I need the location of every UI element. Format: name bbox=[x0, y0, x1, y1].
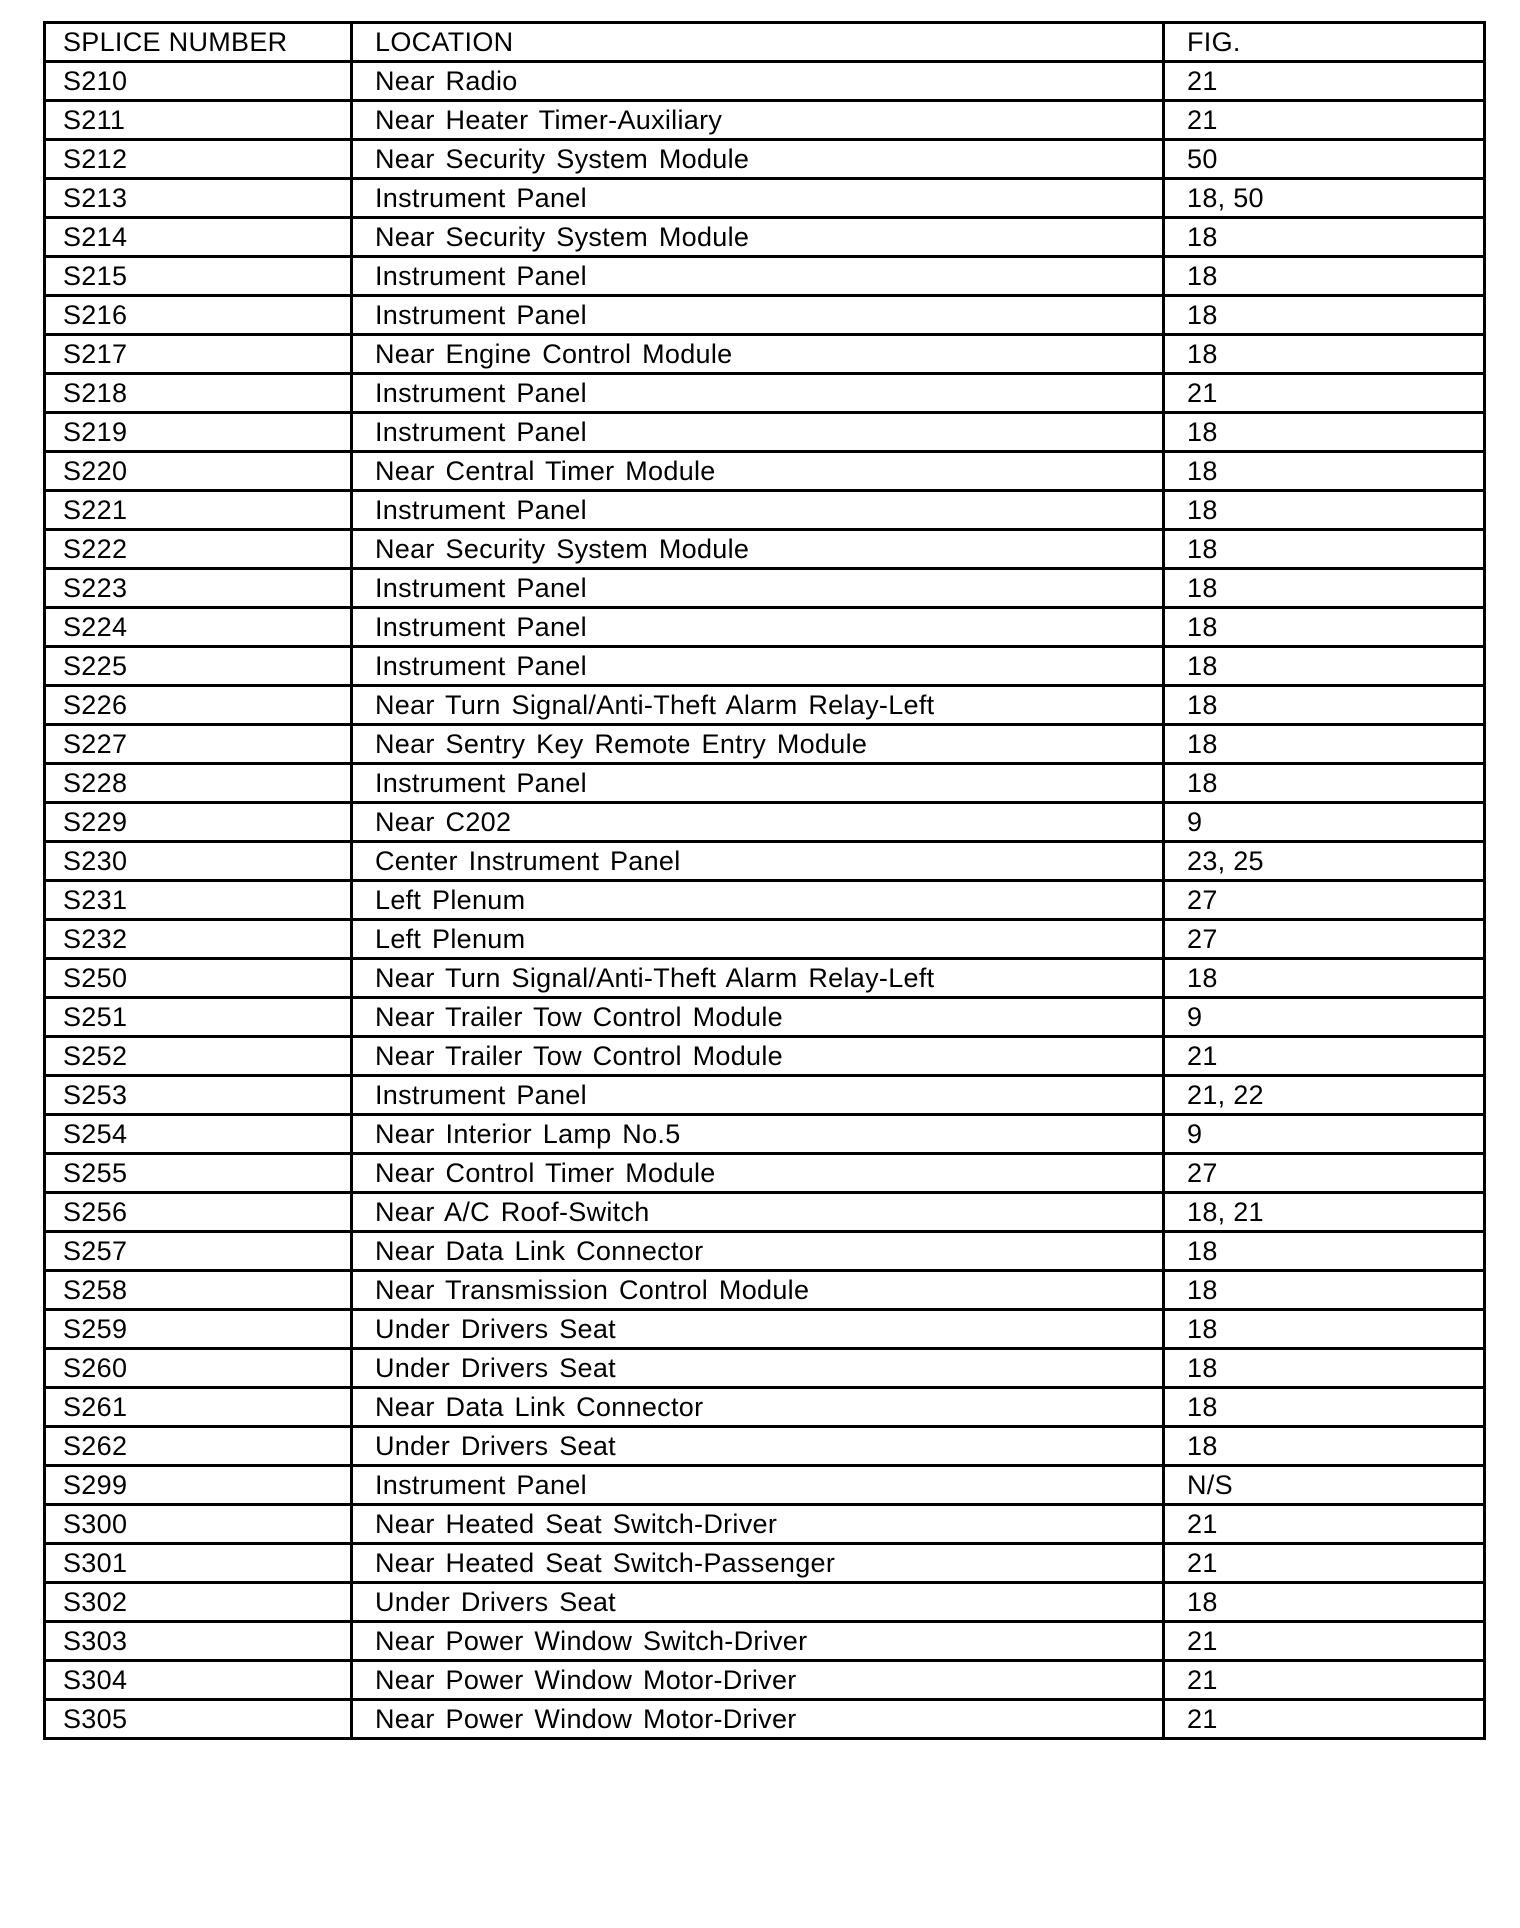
splice-number-cell: S252 bbox=[45, 1037, 352, 1076]
splice-number-cell: S256 bbox=[45, 1193, 352, 1232]
location-cell: Left Plenum bbox=[352, 881, 1164, 920]
table-row bbox=[45, 1076, 1485, 1115]
location-cell: Instrument Panel bbox=[352, 647, 1164, 686]
splice-number-cell: S225 bbox=[45, 647, 352, 686]
splice-number-cell: S210 bbox=[45, 62, 352, 101]
location-cell: Instrument Panel bbox=[352, 374, 1164, 413]
fig-cell: 18 bbox=[1164, 452, 1485, 491]
table-row bbox=[45, 1427, 1485, 1466]
table-row bbox=[45, 1310, 1485, 1349]
fig-cell: 18, 21 bbox=[1164, 1193, 1485, 1232]
table-row bbox=[45, 686, 1485, 725]
location-cell: Near Interior Lamp No.5 bbox=[352, 1115, 1164, 1154]
location-cell: Instrument Panel bbox=[352, 413, 1164, 452]
fig-cell: 21 bbox=[1164, 1544, 1485, 1583]
table-row bbox=[45, 1193, 1485, 1232]
table-row bbox=[45, 842, 1485, 881]
fig-cell: 18 bbox=[1164, 530, 1485, 569]
fig-cell: 21 bbox=[1164, 1622, 1485, 1661]
splice-number-cell: S217 bbox=[45, 335, 352, 374]
location-cell: Instrument Panel bbox=[352, 1076, 1164, 1115]
location-cell: Near Control Timer Module bbox=[352, 1154, 1164, 1193]
table-row bbox=[45, 62, 1485, 101]
location-cell: Near Transmission Control Module bbox=[352, 1271, 1164, 1310]
location-cell: Near Power Window Switch-Driver bbox=[352, 1622, 1164, 1661]
table-row bbox=[45, 413, 1485, 452]
fig-cell: N/S bbox=[1164, 1466, 1485, 1505]
location-cell: Near A/C Roof-Switch bbox=[352, 1193, 1164, 1232]
location-cell: Near Heated Seat Switch-Driver bbox=[352, 1505, 1164, 1544]
splice-number-cell: S301 bbox=[45, 1544, 352, 1583]
location-cell: Near Central Timer Module bbox=[352, 452, 1164, 491]
splice-number-cell: S259 bbox=[45, 1310, 352, 1349]
location-cell: Instrument Panel bbox=[352, 569, 1164, 608]
location-cell: Under Drivers Seat bbox=[352, 1349, 1164, 1388]
location-cell: Near Turn Signal/Anti-Theft Alarm Relay-Left bbox=[352, 959, 1164, 998]
table-row bbox=[45, 803, 1485, 842]
table-row bbox=[45, 1622, 1485, 1661]
fig-cell: 21 bbox=[1164, 1505, 1485, 1544]
splice-number-cell: S260 bbox=[45, 1349, 352, 1388]
fig-cell: 27 bbox=[1164, 881, 1485, 920]
splice-number-cell: S254 bbox=[45, 1115, 352, 1154]
table-row bbox=[45, 1154, 1485, 1193]
fig-cell: 18 bbox=[1164, 608, 1485, 647]
table-row bbox=[45, 257, 1485, 296]
fig-cell: 50 bbox=[1164, 140, 1485, 179]
splice-number-cell: S258 bbox=[45, 1271, 352, 1310]
splice-number-cell: S214 bbox=[45, 218, 352, 257]
table-row bbox=[45, 374, 1485, 413]
location-cell: Instrument Panel bbox=[352, 1466, 1164, 1505]
splice-number-cell: S224 bbox=[45, 608, 352, 647]
table-row bbox=[45, 998, 1485, 1037]
location-cell: Near Data Link Connector bbox=[352, 1232, 1164, 1271]
fig-cell: 18 bbox=[1164, 569, 1485, 608]
fig-cell: 21, 22 bbox=[1164, 1076, 1485, 1115]
splice-number-cell: S231 bbox=[45, 881, 352, 920]
fig-cell: 18 bbox=[1164, 647, 1485, 686]
fig-cell: 23, 25 bbox=[1164, 842, 1485, 881]
splice-number-cell: S299 bbox=[45, 1466, 352, 1505]
splice-number-cell: S251 bbox=[45, 998, 352, 1037]
table-row bbox=[45, 140, 1485, 179]
table-row bbox=[45, 1271, 1485, 1310]
splice-number-cell: S212 bbox=[45, 140, 352, 179]
table-row bbox=[45, 179, 1485, 218]
splice-number-cell: S300 bbox=[45, 1505, 352, 1544]
table-row bbox=[45, 569, 1485, 608]
table-row bbox=[45, 1466, 1485, 1505]
splice-number-cell: S213 bbox=[45, 179, 352, 218]
location-cell: Near Trailer Tow Control Module bbox=[352, 998, 1164, 1037]
fig-cell: 21 bbox=[1164, 62, 1485, 101]
fig-cell: 18 bbox=[1164, 1349, 1485, 1388]
location-cell: Near Heated Seat Switch-Passenger bbox=[352, 1544, 1164, 1583]
location-cell: Near Power Window Motor-Driver bbox=[352, 1700, 1164, 1739]
splice-number-cell: S229 bbox=[45, 803, 352, 842]
fig-cell: 18 bbox=[1164, 1427, 1485, 1466]
splice-number-cell: S211 bbox=[45, 101, 352, 140]
fig-cell: 18 bbox=[1164, 764, 1485, 803]
splice-number-cell: S228 bbox=[45, 764, 352, 803]
fig-cell: 9 bbox=[1164, 998, 1485, 1037]
fig-cell: 27 bbox=[1164, 920, 1485, 959]
table-row bbox=[45, 1505, 1485, 1544]
table-row bbox=[45, 1232, 1485, 1271]
splice-number-cell: S219 bbox=[45, 413, 352, 452]
fig-cell: 18 bbox=[1164, 413, 1485, 452]
table-row bbox=[45, 1115, 1485, 1154]
fig-cell: 27 bbox=[1164, 1154, 1485, 1193]
splice-number-cell: S250 bbox=[45, 959, 352, 998]
fig-cell: 18 bbox=[1164, 725, 1485, 764]
table-row bbox=[45, 647, 1485, 686]
fig-cell: 18 bbox=[1164, 1271, 1485, 1310]
fig-cell: 18, 50 bbox=[1164, 179, 1485, 218]
table-row bbox=[45, 608, 1485, 647]
fig-cell: 18 bbox=[1164, 1583, 1485, 1622]
location-cell: Under Drivers Seat bbox=[352, 1427, 1164, 1466]
splice-location-table bbox=[43, 21, 1486, 1740]
fig-cell: 18 bbox=[1164, 1388, 1485, 1427]
fig-cell: 18 bbox=[1164, 218, 1485, 257]
fig-cell: 18 bbox=[1164, 257, 1485, 296]
splice-number-cell: S223 bbox=[45, 569, 352, 608]
fig-cell: 18 bbox=[1164, 296, 1485, 335]
location-cell: Instrument Panel bbox=[352, 608, 1164, 647]
splice-number-cell: S302 bbox=[45, 1583, 352, 1622]
location-cell: Left Plenum bbox=[352, 920, 1164, 959]
splice-number-cell: S255 bbox=[45, 1154, 352, 1193]
splice-number-cell: S303 bbox=[45, 1622, 352, 1661]
location-cell: Near Sentry Key Remote Entry Module bbox=[352, 725, 1164, 764]
splice-number-cell: S304 bbox=[45, 1661, 352, 1700]
fig-cell: 9 bbox=[1164, 1115, 1485, 1154]
splice-number-cell: S215 bbox=[45, 257, 352, 296]
location-cell: Near Power Window Motor-Driver bbox=[352, 1661, 1164, 1700]
location-cell: Instrument Panel bbox=[352, 179, 1164, 218]
splice-number-cell: S257 bbox=[45, 1232, 352, 1271]
table-row bbox=[45, 959, 1485, 998]
fig-cell: 18 bbox=[1164, 1232, 1485, 1271]
location-cell: Under Drivers Seat bbox=[352, 1310, 1164, 1349]
splice-number-cell: S262 bbox=[45, 1427, 352, 1466]
location-cell: Near Heater Timer-Auxiliary bbox=[352, 101, 1164, 140]
table-row bbox=[45, 296, 1485, 335]
fig-cell: 18 bbox=[1164, 1310, 1485, 1349]
header-fig: FIG. bbox=[1164, 23, 1485, 62]
fig-cell: 21 bbox=[1164, 374, 1485, 413]
splice-number-cell: S253 bbox=[45, 1076, 352, 1115]
fig-cell: 21 bbox=[1164, 1037, 1485, 1076]
splice-number-cell: S232 bbox=[45, 920, 352, 959]
location-cell: Near Security System Module bbox=[352, 218, 1164, 257]
location-cell: Instrument Panel bbox=[352, 764, 1164, 803]
table-row bbox=[45, 335, 1485, 374]
location-cell: Near Security System Module bbox=[352, 140, 1164, 179]
fig-cell: 18 bbox=[1164, 959, 1485, 998]
table-row bbox=[45, 1544, 1485, 1583]
fig-cell: 18 bbox=[1164, 491, 1485, 530]
table-body bbox=[45, 62, 1485, 1739]
table-row bbox=[45, 1037, 1485, 1076]
location-cell: Near Radio bbox=[352, 62, 1164, 101]
splice-number-cell: S226 bbox=[45, 686, 352, 725]
fig-cell: 9 bbox=[1164, 803, 1485, 842]
fig-cell: 21 bbox=[1164, 1700, 1485, 1739]
table-header-row bbox=[45, 23, 1485, 62]
location-cell: Near Security System Module bbox=[352, 530, 1164, 569]
table-row bbox=[45, 1349, 1485, 1388]
table-row bbox=[45, 452, 1485, 491]
splice-number-cell: S261 bbox=[45, 1388, 352, 1427]
location-cell: Under Drivers Seat bbox=[352, 1583, 1164, 1622]
location-cell: Instrument Panel bbox=[352, 296, 1164, 335]
splice-number-cell: S305 bbox=[45, 1700, 352, 1739]
splice-number-cell: S222 bbox=[45, 530, 352, 569]
fig-cell: 21 bbox=[1164, 1661, 1485, 1700]
table-row bbox=[45, 920, 1485, 959]
location-cell: Instrument Panel bbox=[352, 491, 1164, 530]
fig-cell: 18 bbox=[1164, 335, 1485, 374]
location-cell: Near Data Link Connector bbox=[352, 1388, 1164, 1427]
table-row bbox=[45, 881, 1485, 920]
table-row bbox=[45, 764, 1485, 803]
header-splice-number: SPLICE NUMBER bbox=[45, 23, 352, 62]
location-cell: Near Engine Control Module bbox=[352, 335, 1164, 374]
splice-number-cell: S218 bbox=[45, 374, 352, 413]
table-row bbox=[45, 1661, 1485, 1700]
table-row bbox=[45, 1388, 1485, 1427]
location-cell: Near Trailer Tow Control Module bbox=[352, 1037, 1164, 1076]
splice-number-cell: S220 bbox=[45, 452, 352, 491]
table-row bbox=[45, 101, 1485, 140]
table-row bbox=[45, 218, 1485, 257]
location-cell: Near Turn Signal/Anti-Theft Alarm Relay-Left bbox=[352, 686, 1164, 725]
table-row bbox=[45, 725, 1485, 764]
table-row bbox=[45, 530, 1485, 569]
splice-number-cell: S216 bbox=[45, 296, 352, 335]
fig-cell: 18 bbox=[1164, 686, 1485, 725]
splice-number-cell: S227 bbox=[45, 725, 352, 764]
table-row bbox=[45, 1583, 1485, 1622]
table-row bbox=[45, 1700, 1485, 1739]
splice-number-cell: S221 bbox=[45, 491, 352, 530]
fig-cell: 21 bbox=[1164, 101, 1485, 140]
header-location: LOCATION bbox=[352, 23, 1164, 62]
location-cell: Center Instrument Panel bbox=[352, 842, 1164, 881]
location-cell: Near C202 bbox=[352, 803, 1164, 842]
table-row bbox=[45, 491, 1485, 530]
splice-number-cell: S230 bbox=[45, 842, 352, 881]
location-cell: Instrument Panel bbox=[352, 257, 1164, 296]
